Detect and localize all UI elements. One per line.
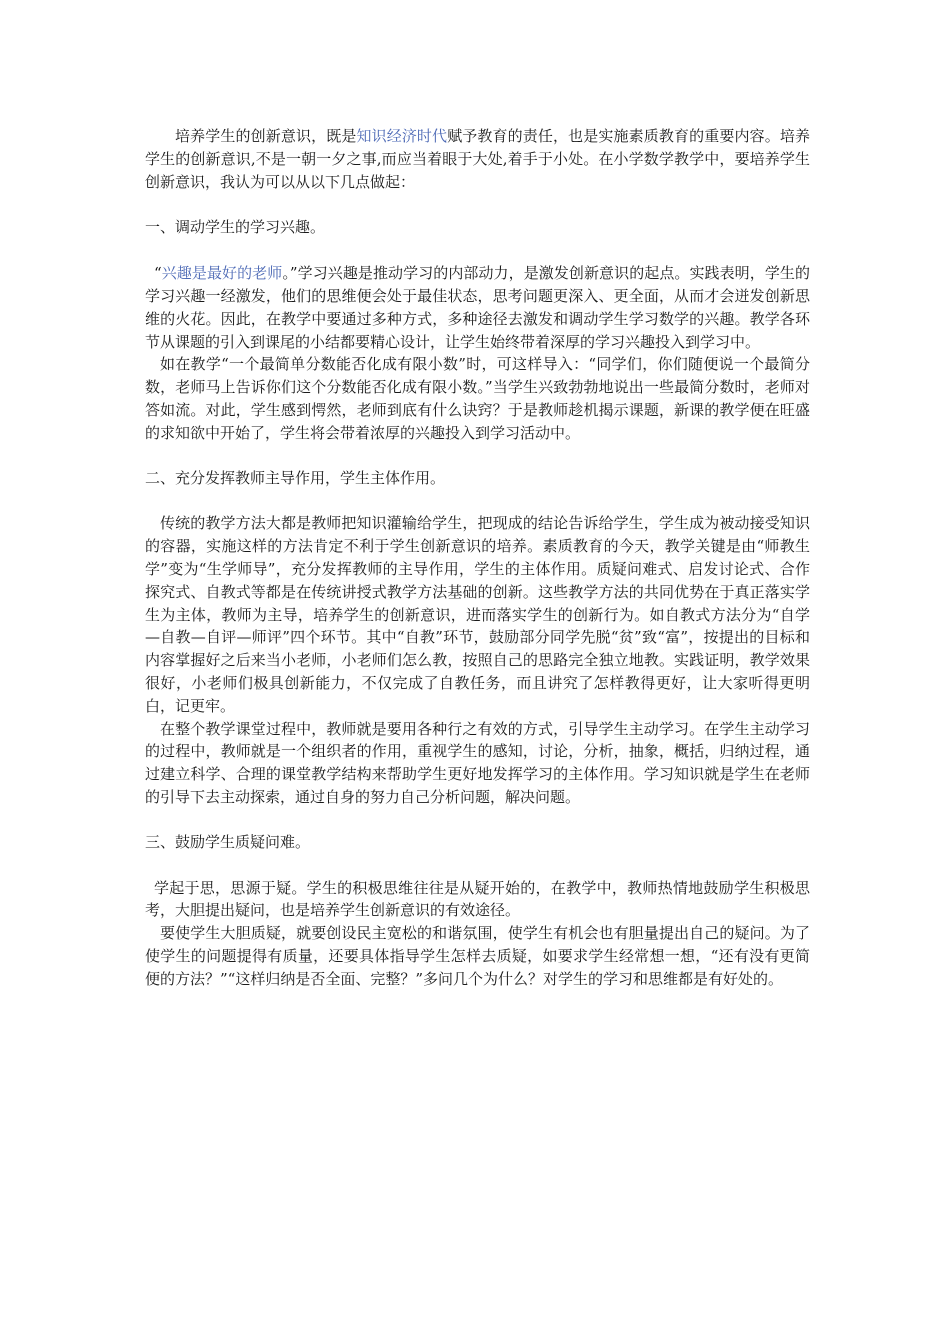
section-3-paragraph-2: 要使学生大胆质疑，就要创设民主宽松的和谐氛围，使学生有机会也有胆量提出自己的疑问。为了使学生的问题提得有质量，还要具体指导学生怎样去质疑，如要求学生经常想一想，“还有没有更简便的方法？”“这样归纳是否全面、完整？”多问几个为什么？对学生的学习和思维都是有好处的。 [145, 924, 810, 988]
intro-text-before-link: 培养学生的创新意识，既是 [175, 127, 357, 145]
document-body [145, 125, 810, 991]
intro-text-after-link: 赋予教育的责任，也是实施素质教育的重要内容。培养学生的创新意识,不是一朝一夕之事,而应当着眼于大处,着手于小处。在小学数学教学中，要培养学生创新意识，我认为可以从以下几点做起： [145, 127, 810, 191]
section-3-paragraph-1: 学起于思，思源于疑。学生的积极思维往往是从疑开始的，在教学中，教师热情地鼓励学生积极思考，大胆提出疑问，也是培养学生创新意识的有效途径。 [145, 878, 810, 920]
knowledge-economy-link[interactable]: 知识经济时代 [356, 127, 448, 145]
section-2-paragraph-2: 在整个教学课堂过程中，教师就是要用各种行之有效的方式，引导学生主动学习。在学生主动学习的过程中，教师就是一个组织者的作用，重视学生的感知，讨论，分析，抽象，概括，归纳过程，通过建立科学、合理的课堂教学结构来帮助学生更好地发挥学习的主体作用。学习知识就是学生在老师的引导下去主动探索，通过自身的努力自己分析问题，解决问题。 [145, 719, 810, 806]
section-1-paragraph-1-text: 。”学习兴趣是推动学习的内部动力，是激发创新意识的起点。实践表明，学生的学习兴趣一经激发，他们的思维便会处于最佳状态，思考问题更深入、更全面，从而才会迸发创新思维的火花。因此，在教学中要通过多种方式，多种途径去激发和调动学生学习数学的兴趣。教学各环节从课题的引入到课尾的小结都要精心设计，让学生始终带着深厚的学习兴趣投入到学习中。 [145, 264, 810, 351]
section-3-heading: 三、鼓励学生质疑问难。 [145, 832, 311, 851]
section-2-paragraph-1: 传统的教学方法大都是教师把知识灌输给学生，把现成的结论告诉给学生，学生成为被动接受知识的容器，实施这样的方法肯定不利于学生创新意识的培养。素质教育的今天，教学关键是由“师教生学”变为“生学师导”，充分发挥教师的主导作用，学生的主体作用。质疑问难式、启发讨论式、合作探究式、自教式等都是在传统讲授式教学方法基础的创新。这些教学方法的共同优势在于真正落实学生为主体，教师为主导，培养学生的创新意识，进而落实学生的创新行为。如自教式方法分为“自学—自教—自评—师评”四个环节。其中“自教”环节，鼓励部分同学先脱“贫”致“富”，按提出的目标和内容掌握好之后来当小老师，小老师们怎么教，按照自己的思路完全独立地教。实践证明，教学效果很好，小老师们极具创新能力，不仅完成了自教任务，而且讲究了怎样教得更好，让大家听得更明白，记更牢。 [145, 514, 810, 715]
interest-best-teacher-link[interactable]: 兴趣是最好的老师 [161, 264, 283, 283]
quote-open-mark: “ [154, 264, 162, 283]
section-1-paragraph-1 [145, 262, 810, 353]
intro-paragraph [145, 125, 810, 193]
section-1-heading: 一、调动学生的学习兴趣。 [145, 218, 326, 237]
section-1-paragraph-2: 如在教学“一个最简单分数能否化成有限小数”时，可这样导入：“同学们，你们随便说一个最简分数，老师马上告诉你们这个分数能否化成有限小数。”当学生兴致勃勃地说出一些最简分数时，老师对答如流。对此，学生感到愕然，老师到底有什么诀窍？于是教师趁机揭示课题，新课的教学便在旺盛的求知欲中开始了，学生将会带着浓厚的兴趣投入到学习活动中。 [145, 355, 810, 442]
section-2-heading: 二、充分发挥教师主导作用，学生主体作用。 [145, 468, 446, 487]
